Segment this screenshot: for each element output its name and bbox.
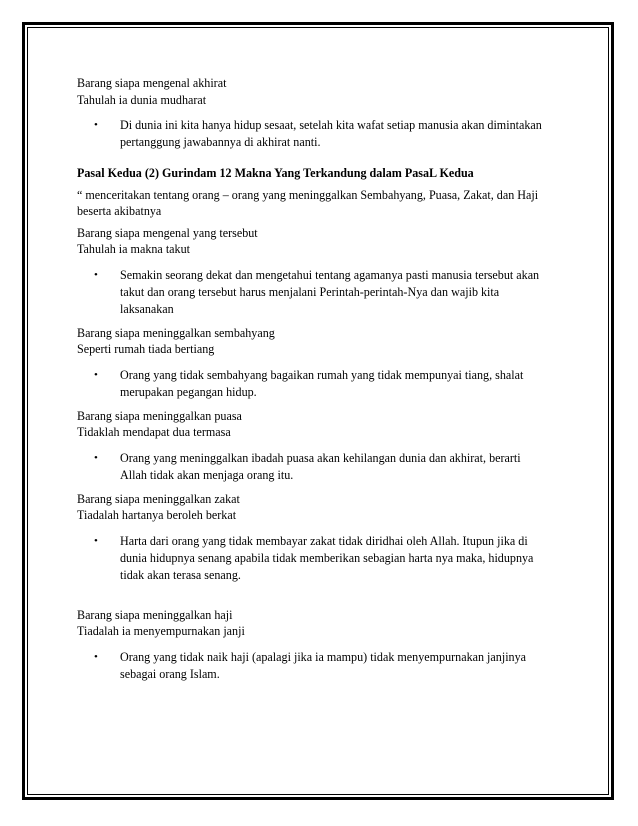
verse-line: Tahulah ia dunia mudharat bbox=[77, 92, 207, 107]
bullet-item bbox=[77, 367, 567, 401]
bullet-icon: • bbox=[94, 650, 98, 663]
verse-line: Barang siapa mengenal yang tersebut bbox=[77, 225, 258, 240]
bullet-text: Orang yang tidak sembahyang bagaikan rumah yang tidak mempunyai tiang, shalat bbox=[120, 367, 524, 382]
verse-line: Barang siapa meninggalkan sembahyang bbox=[77, 325, 275, 340]
bullet-text: Di dunia ini kita hanya hidup sesaat, setelah kita wafat setiap manusia akan dimintakan bbox=[120, 118, 542, 132]
verse-line: Barang siapa meninggalkan haji bbox=[77, 607, 233, 622]
bullet-text: Orang yang tidak naik haji (apalagi jika ia mampu) tidak menyempurnakan janjinya bbox=[120, 649, 527, 664]
bullet-item bbox=[77, 267, 567, 318]
stanza-haji bbox=[77, 607, 567, 683]
bullet-icon: • bbox=[94, 368, 98, 381]
bullet-text: pertanggung jawabannya di akhirat nanti. bbox=[120, 135, 321, 149]
bullet-text: sebagai orang Islam. bbox=[120, 666, 220, 681]
verse-line: Barang siapa mengenal akhirat bbox=[77, 76, 227, 90]
bullet-icon: • bbox=[94, 451, 98, 464]
verse-line: Seperti rumah tiada bertiang bbox=[77, 342, 215, 356]
bullet-item bbox=[77, 117, 567, 151]
verse-line: Barang siapa meninggalkan puasa bbox=[77, 408, 242, 423]
stanza-puasa bbox=[77, 408, 567, 484]
bullet-text: dunia hidupnya senang apabila tidak memberikan sebagian harta nya maka, hidupnya bbox=[120, 550, 534, 565]
stanza-akhirat bbox=[77, 75, 567, 151]
bullet-item bbox=[77, 649, 567, 683]
section-intro bbox=[77, 187, 567, 220]
verse-line: Tahulah ia makna takut bbox=[77, 242, 190, 256]
bullet-item bbox=[77, 450, 567, 484]
section-heading-text: Pasal Kedua (2) Gurindam 12 Makna Yang Terkandung dalam PasaL Kedua bbox=[77, 166, 474, 180]
intro-line: beserta akibatnya bbox=[77, 204, 162, 218]
bullet-icon: • bbox=[94, 268, 98, 281]
bullet-text: tidak akan terasa senang. bbox=[120, 567, 241, 582]
bullet-icon: • bbox=[94, 534, 98, 547]
stanza-zakat bbox=[77, 491, 567, 584]
verse-line: Barang siapa meninggalkan zakat bbox=[77, 491, 240, 506]
bullet-text: Semakin seorang dekat dan mengetahui tentang agamanya pasti manusia tersebut akan bbox=[120, 267, 540, 282]
bullet-icon: • bbox=[94, 119, 98, 131]
document-body bbox=[77, 75, 567, 690]
bullet-item bbox=[77, 533, 567, 584]
stanza-sembahyang bbox=[77, 325, 567, 401]
bullet-text: takut dan orang tersebut harus menjalani Perintah-perintah-Nya dan wajib kita bbox=[120, 284, 500, 299]
bullet-text: merupakan pegangan hidup. bbox=[120, 384, 257, 399]
stanza-takut bbox=[77, 225, 567, 318]
bullet-text: Allah tidak akan menjaga orang itu. bbox=[120, 467, 294, 482]
verse-line: Tiadalah hartanya beroleh berkat bbox=[77, 508, 237, 522]
bullet-text: laksanakan bbox=[120, 301, 174, 316]
verse-line: Tidaklah mendapat dua termasa bbox=[77, 425, 231, 439]
bullet-text: Harta dari orang yang tidak membayar zakat tidak diridhai oleh Allah. Itupun jika di bbox=[120, 533, 528, 548]
bullet-text: Orang yang meninggalkan ibadah puasa akan kehilangan dunia dan akhirat, berarti bbox=[120, 450, 521, 465]
section-heading bbox=[77, 165, 567, 182]
verse-line: Tiadalah ia menyempurnakan janji bbox=[77, 624, 245, 638]
intro-line: “ menceritakan tentang orang – orang yang meninggalkan Sembahyang, Puasa, Zakat, dan Haji bbox=[77, 187, 539, 202]
